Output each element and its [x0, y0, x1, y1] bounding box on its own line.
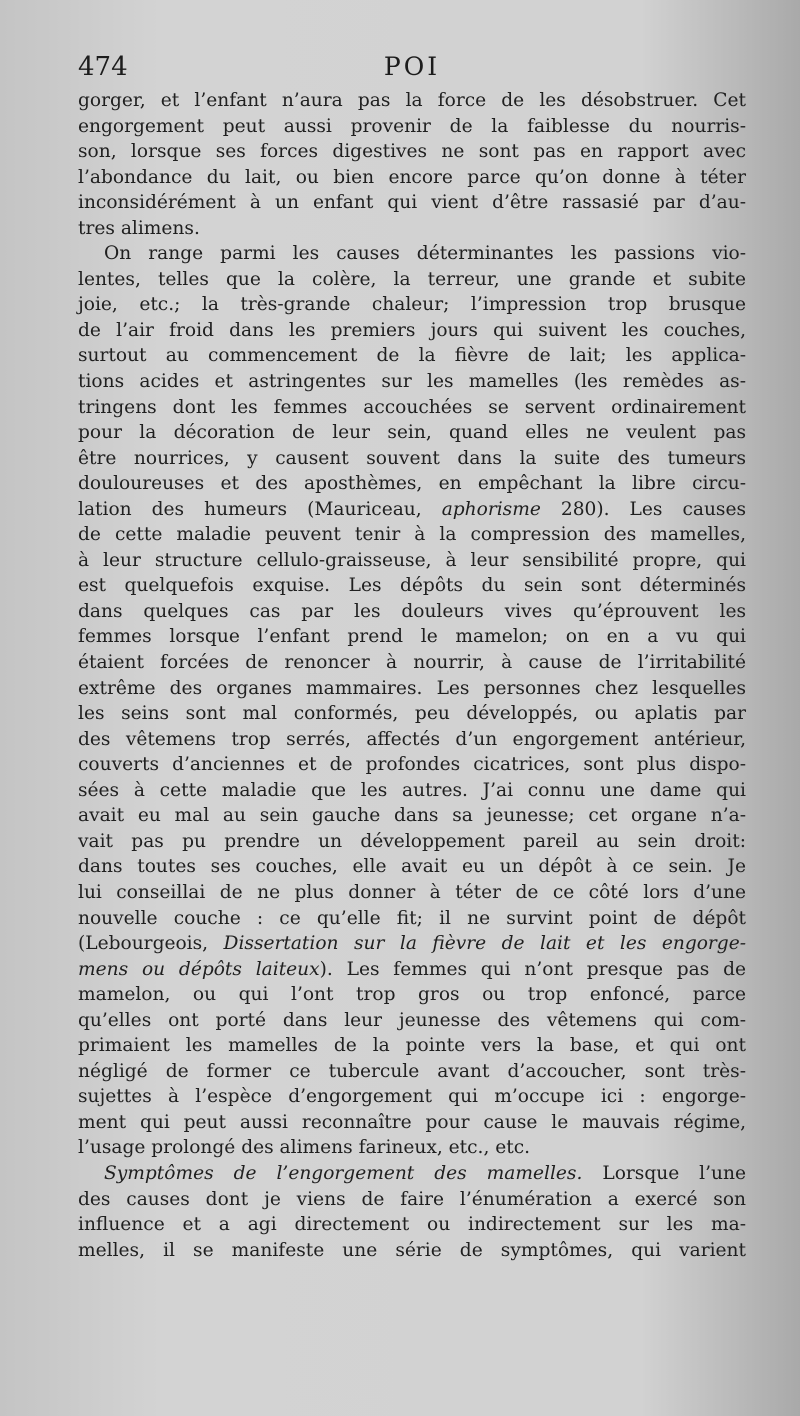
- text-segment: lation des humeurs (Mauriceau,: [78, 498, 442, 520]
- text-line: l’abondance du lait, ou bien encore parce qu’on donne à téter: [78, 166, 746, 188]
- text-line: douloureuses et des aposthèmes, en empêchant la libre circu-: [78, 473, 746, 495]
- italic-citation: Dissertation sur la fièvre de lait et les engorge-: [223, 933, 746, 955]
- text-line: de l’air froid dans les premiers jours qui suivent les couches,: [78, 319, 746, 341]
- text-line: pour la décoration de leur sein, quand elles ne veulent pas: [78, 422, 746, 444]
- text-line: gorger, et l’enfant n’aura pas la force de les désobstruer. Cet: [78, 90, 746, 111]
- text-segment: ). Les femmes qui n’ont presque pas de: [319, 958, 746, 980]
- running-head: [78, 52, 746, 88]
- text-line: tions acides et astringentes sur les mamelles (les remèdes as-: [78, 371, 746, 393]
- text-line: son, lorsque ses forces digestives ne sont pas en rapport avec: [78, 141, 746, 163]
- italic-citation: mens ou dépôts laiteux: [78, 958, 320, 980]
- text-line: sées à cette maladie que les autres. J’ai connu une dame qui: [78, 779, 746, 801]
- text-line: dans toutes ses couches, elle avait eu un dépôt à ce sein. Je: [78, 856, 746, 878]
- page-number: 474: [78, 52, 128, 82]
- text-line: est quelquefois exquise. Les dépôts du sein sont déterminés: [78, 575, 746, 597]
- text-line: l’usage prolongé des alimens farineux, etc., etc.: [78, 1137, 531, 1159]
- text-line: des vêtemens trop serrés, affectés d’un engorgement antérieur,: [78, 728, 746, 750]
- text-line: femmes lorsque l’enfant prend le mamelon; on en a vu qui: [78, 626, 746, 648]
- text-line: sujettes à l’espèce d’engorgement qui m’occupe ici : engorge-: [78, 1086, 746, 1108]
- text-line: [78, 497, 746, 523]
- running-head-word: POI: [383, 52, 441, 81]
- text-line: engorgement peut aussi provenir de la faiblesse du nourris-: [78, 115, 746, 137]
- text-line: vait pas pu prendre un développement pareil au sein droit:: [78, 830, 746, 852]
- text-line: qu’elles ont porté dans leur jeunesse des vêtemens qui com-: [78, 1009, 746, 1031]
- italic-citation: aphorisme: [441, 498, 541, 520]
- body-text: [78, 88, 746, 1263]
- text-line: primaient les mamelles de la pointe vers la base, et qui ont: [78, 1035, 746, 1057]
- text-line: être nourrices, y causent souvent dans la suite des tumeurs: [78, 447, 746, 469]
- text-line: influence et a agi directement ou indirectement sur les ma-: [78, 1214, 746, 1236]
- text-line: négligé de former ce tubercule avant d’accoucher, sont très-: [78, 1060, 746, 1082]
- text-line: tringens dont les femmes accouchées se servent ordinairement: [78, 396, 746, 418]
- text-segment: (Lebourgeois,: [78, 933, 224, 955]
- text-line: [78, 931, 746, 957]
- section-heading: Symptômes de l’engorgement des mamelles.: [104, 1162, 583, 1184]
- text-line: à leur structure cellulo-graisseuse, à leur sensibilité propre, qui: [78, 549, 746, 571]
- text-line: de cette maladie peuvent tenir à la compression des mamelles,: [78, 524, 746, 546]
- text-line: lentes, telles que la colère, la terreur, une grande et subite: [78, 268, 746, 290]
- text-segment: 280). Les causes: [540, 498, 747, 520]
- text-line: mamelon, ou qui l’ont trop gros ou trop enfoncé, parce: [78, 984, 746, 1006]
- text-line: des causes dont je viens de faire l’énumération a exercé son: [78, 1188, 746, 1210]
- text-line: nouvelle couche : ce qu’elle fit; il ne survint point de dépôt: [78, 907, 746, 929]
- text-line: dans quelques cas par les douleurs vives qu’éprouvent les: [78, 600, 746, 622]
- text-line: On range parmi les causes déterminantes les passions vio-: [104, 243, 746, 265]
- text-line: inconsidérément à un enfant qui vient d’être rassasié par d’au-: [78, 192, 746, 214]
- text-line: joie, etc.; la très-grande chaleur; l’impression trop brusque: [78, 294, 746, 316]
- text-segment: Lorsque l’une: [582, 1162, 746, 1184]
- text-line: couverts d’anciennes et de profondes cicatrices, sont plus dispo-: [78, 754, 746, 776]
- text-line: surtout au commencement de la fièvre de lait; les applica-: [78, 345, 746, 367]
- text-line: [78, 1161, 746, 1187]
- text-line: extrême des organes mammaires. Les personnes chez lesquelles: [78, 677, 746, 699]
- text-line: les seins sont mal conformés, peu développés, ou aplatis par: [78, 703, 746, 725]
- text-line: avait eu mal au sein gauche dans sa jeunesse; cet organe n’a-: [78, 805, 746, 827]
- text-line: tres alimens.: [78, 217, 200, 239]
- text-line: ment qui peut aussi reconnaître pour cause le mauvais régime,: [78, 1111, 746, 1133]
- text-line: [78, 957, 746, 983]
- text-line: melles, il se manifeste une série de symptômes, qui varient: [78, 1239, 746, 1261]
- text-line: lui conseillai de ne plus donner à téter de ce côté lors d’une: [78, 881, 746, 903]
- text-line: étaient forcées de renoncer à nourrir, à cause de l’irritabilité: [78, 652, 746, 674]
